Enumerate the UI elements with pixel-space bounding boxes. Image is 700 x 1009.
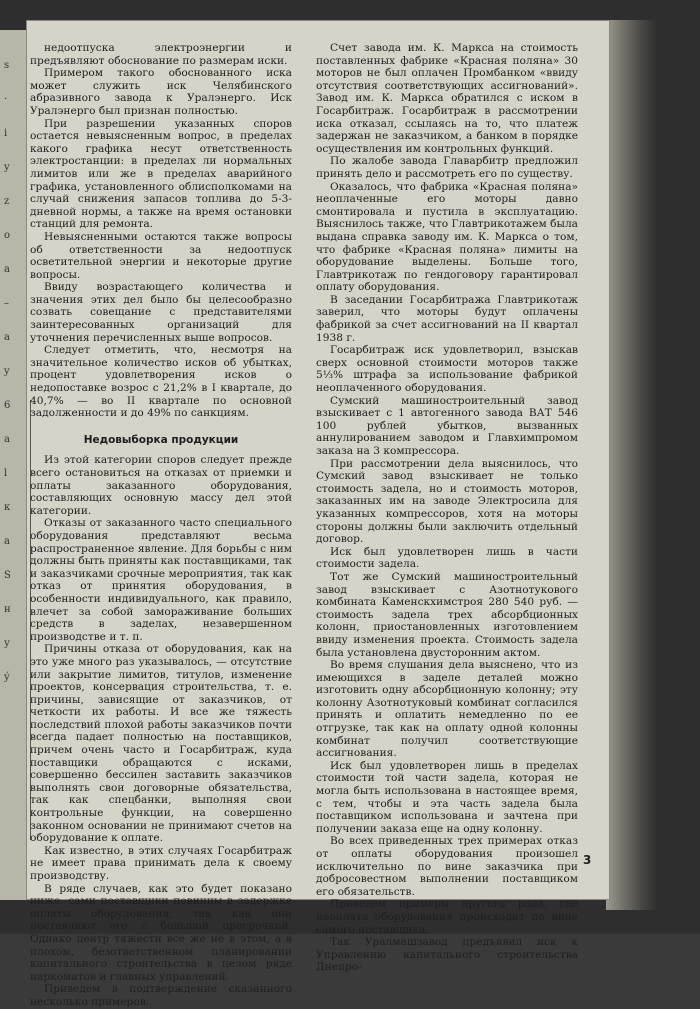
- paragraph: Госарбитраж иск удовлетворил, взыскав сверх основной стоимости моторов также 5⅓% штрафа за использование фабрикой неоплаченного оборудования.: [316, 344, 578, 395]
- paragraph: Сумский машиностроительный завод взыскивает с 1 автогенного завода ВАТ 546 100 рублей убытков, вызванных аннулированием заводом и Главхимпромом заказа на 3 компрессора.: [316, 394, 578, 457]
- page-number: 3: [583, 853, 592, 867]
- paragraph: Невыясненными остаются также вопросы об ответственности за недоотпуск осветительной энергии и некоторые другие вопросы.: [30, 230, 292, 281]
- prev-page-glyph: z: [4, 196, 10, 207]
- paragraph: Приведем примеры другого рода, где неоплата оборудования происходит по вине самого поставщика.: [316, 898, 578, 936]
- prev-page-glyph: у: [4, 638, 10, 649]
- previous-page-edge: [0, 30, 27, 900]
- prev-page-glyph: i: [4, 128, 8, 139]
- prev-page-glyph: ·: [4, 94, 8, 105]
- prev-page-glyph: н: [4, 604, 11, 615]
- prev-page-glyph: l: [4, 468, 8, 479]
- prev-page-glyph: o: [4, 230, 11, 241]
- paragraph: Как известно, в этих случаях Госарбитраж не имеет права принимать дела к своему производству.: [30, 844, 292, 882]
- right-column: [316, 42, 578, 974]
- prev-page-glyph: 6: [4, 400, 11, 411]
- paragraph: В ряде случаев, как это будет показано ниже, сами поставщики повинны в задержке оплаты оборудования, так как они поставляют его с большой просрочкой. Однако центр тяжести все же не в этом, а в плохом, безответственном планировании капитального строительства в целом ряде наркоматов и главных управлений.: [30, 882, 292, 983]
- prev-page-glyph: a: [4, 434, 10, 445]
- left-column: [30, 42, 292, 1009]
- paragraph: Оказалось, что фабрика «Красная поляна» неоплаченные его моторы давно смонтировала и пустила в эксплуатацию. Выяснилось также, что Главтрикотажем была выдана справка заводу им. К. Маркса о том, что фабрике «Красная поляна» лимиты на оборудование выделены. Больше того, Главтрикотаж по гендоговору гарантировал оплату оборудования.: [316, 180, 578, 294]
- paragraph: Следует отметить, что, несмотря на значительное количество исков об убытках, процент удовлетворения исков о недопоставке возрос с 21,2% в I квартале, до 40,7% — во II квартале по основной задолженности и до 49% по санкциям.: [30, 344, 292, 420]
- paragraph: Из этой категории споров следует прежде всего остановиться на отказах от приемки и оплаты заказанного оборудования, составляющих основную массу дел этой категории.: [30, 454, 292, 517]
- book-edge: [606, 20, 656, 910]
- paragraph: Ввиду возрастающего количества и значения этих дел было бы целесообразно созвать совещание с представителями заинтересованных организаций для уточнения перечисленных выше вопросов.: [30, 281, 292, 344]
- prev-page-glyph: –: [4, 298, 9, 309]
- paragraph: Иск был удовлетворен лишь в пределах стоимости той части задела, которая не могла быть использована в настоящее время, с тем, чтобы и эта часть задела была поставщиком использована и зачтена при получении заказа еще на одну колонну.: [316, 759, 578, 835]
- paragraph: Причины отказа от оборудования, как на это уже много раз указывалось, — отсутствие или закрытие лимитов, титулов, изменение проектов, консервация строительства, т. е. причины, зависящие от заказчиков, от четкости их работы. И все же тяжесть последствий плохой работы заказчиков почти всегда падает полностью на поставщиков, причем очень часто и Госарбитраж, куда поставщики обращаются с исками, совершенно бессилен заставить заказчиков выполнять свои договорные обязательства, так как спецбанки, выполняя свои контрольные функции, на совершенно законном основании не принимают счетов на оборудование к оплате.: [30, 643, 292, 845]
- paragraph: Тот же Сумский машиностроительный завод взыскивает с Азотнотукового комбината Каменскхимстроя 280 540 руб. — стоимость задела трех абсорбционных колонн, приостановленных изготовлением ввиду изменения проекта. Стоимость задела была установлена двусторонним актом.: [316, 570, 578, 659]
- prev-page-glyph: a: [4, 332, 10, 343]
- paragraph: По жалобе завода Главарбитр предложил принять дело и рассмотреть его по существу.: [316, 155, 578, 180]
- prev-page-glyph: а: [4, 536, 10, 547]
- paragraph: При разрешении указанных споров остается невыясненным вопрос, в пределах какого графика несут ответственность электростанции: в пределах ли нормальных лимитов или же в пределах аварийного графика, установленного облисполкомами на случай снижения запасов топлива до 5-3-дневной нормы, а также на время остановки станций для ремонта.: [30, 117, 292, 231]
- prev-page-glyph: y: [4, 162, 10, 173]
- paragraph: Иск был удовлетворен лишь в части стоимости задела.: [316, 545, 578, 571]
- document-page: [26, 20, 610, 1008]
- paragraph: Примером такого обоснованного иска может служить иск Челябинского абразивного завода к Уралэнерго. Иск Уралэнерго был признан полностью.: [30, 67, 292, 117]
- section-heading: Недовыборка продукции: [83, 433, 239, 446]
- prev-page-glyph: s: [4, 60, 10, 71]
- prev-page-glyph: y: [4, 366, 10, 377]
- paragraph: При рассмотрении дела выяснилось, что Сумский завод взыскивает не только стоимость задела, но и стоимость моторов, заказанных им на заводе Электросила для указанных компрессоров, хотя на моторы стороны должны были заключить отдельный договор.: [316, 457, 578, 546]
- prev-page-glyph: к: [4, 502, 11, 513]
- prev-page-glyph: ý: [4, 672, 10, 683]
- paragraph: недоотпуска электроэнергии и предъявляют обоснование по размерам иски.: [30, 42, 292, 67]
- prev-page-glyph: S: [4, 570, 11, 581]
- paragraph: Приведем в подтверждение сказанного несколько примеров.: [30, 983, 292, 1008]
- paragraph: Во всех приведенных трех примерах отказ от оплаты оборудования произошел исключительно по вине заказчика при добросовестном выполнении поставщиком его обязательств.: [316, 835, 578, 898]
- paragraph: Счет завода им. К. Маркса на стоимость поставленных фабрике «Красная поляна» 30 моторов не был оплачен Промбанком «ввиду отсутствия соответствующих ассигнований». Завод им. К. Маркса обратился с иском в Госарбитраж. Госарбитраж в рассмотрении иска отказал, ссылаясь на то, что платеж задержан не заказчиком, а банком в порядке осуществления им контрольных функций.: [316, 42, 578, 155]
- paragraph: Во время слушания дела выяснено, что из имеющихся в заделе деталей можно изготовить одну абсорбционную колонну; эту колонну Азотнотуковый комбинат согласился принять и оплатить немедленно по ее отгрузке, так как на оплату одной колонны комбинат получил соответствующие ассигнования.: [316, 659, 578, 760]
- paragraph: Отказы от заказанного часто специального оборудования представляют весьма распространенное явление. Для борьбы с ним должны быть приняты как поставщиками, так и заказчиками срочные мероприятия, так как отказ от принятия оборудования, в особенности индивидуального, как правило, влечет за собой замораживание больших средств в заделах, незавершенном производстве и т. п.: [30, 517, 292, 643]
- prev-page-glyph: a: [4, 264, 10, 275]
- paragraph: Так Уралмашзавод предъявил иск к Управлению капитального строительства Днепро-: [316, 936, 578, 974]
- paragraph: В заседании Госарбитража Главтрикотаж заверил, что моторы будут оплачены фабрикой за счет ассигнований на II квартал 1938 г.: [316, 293, 578, 344]
